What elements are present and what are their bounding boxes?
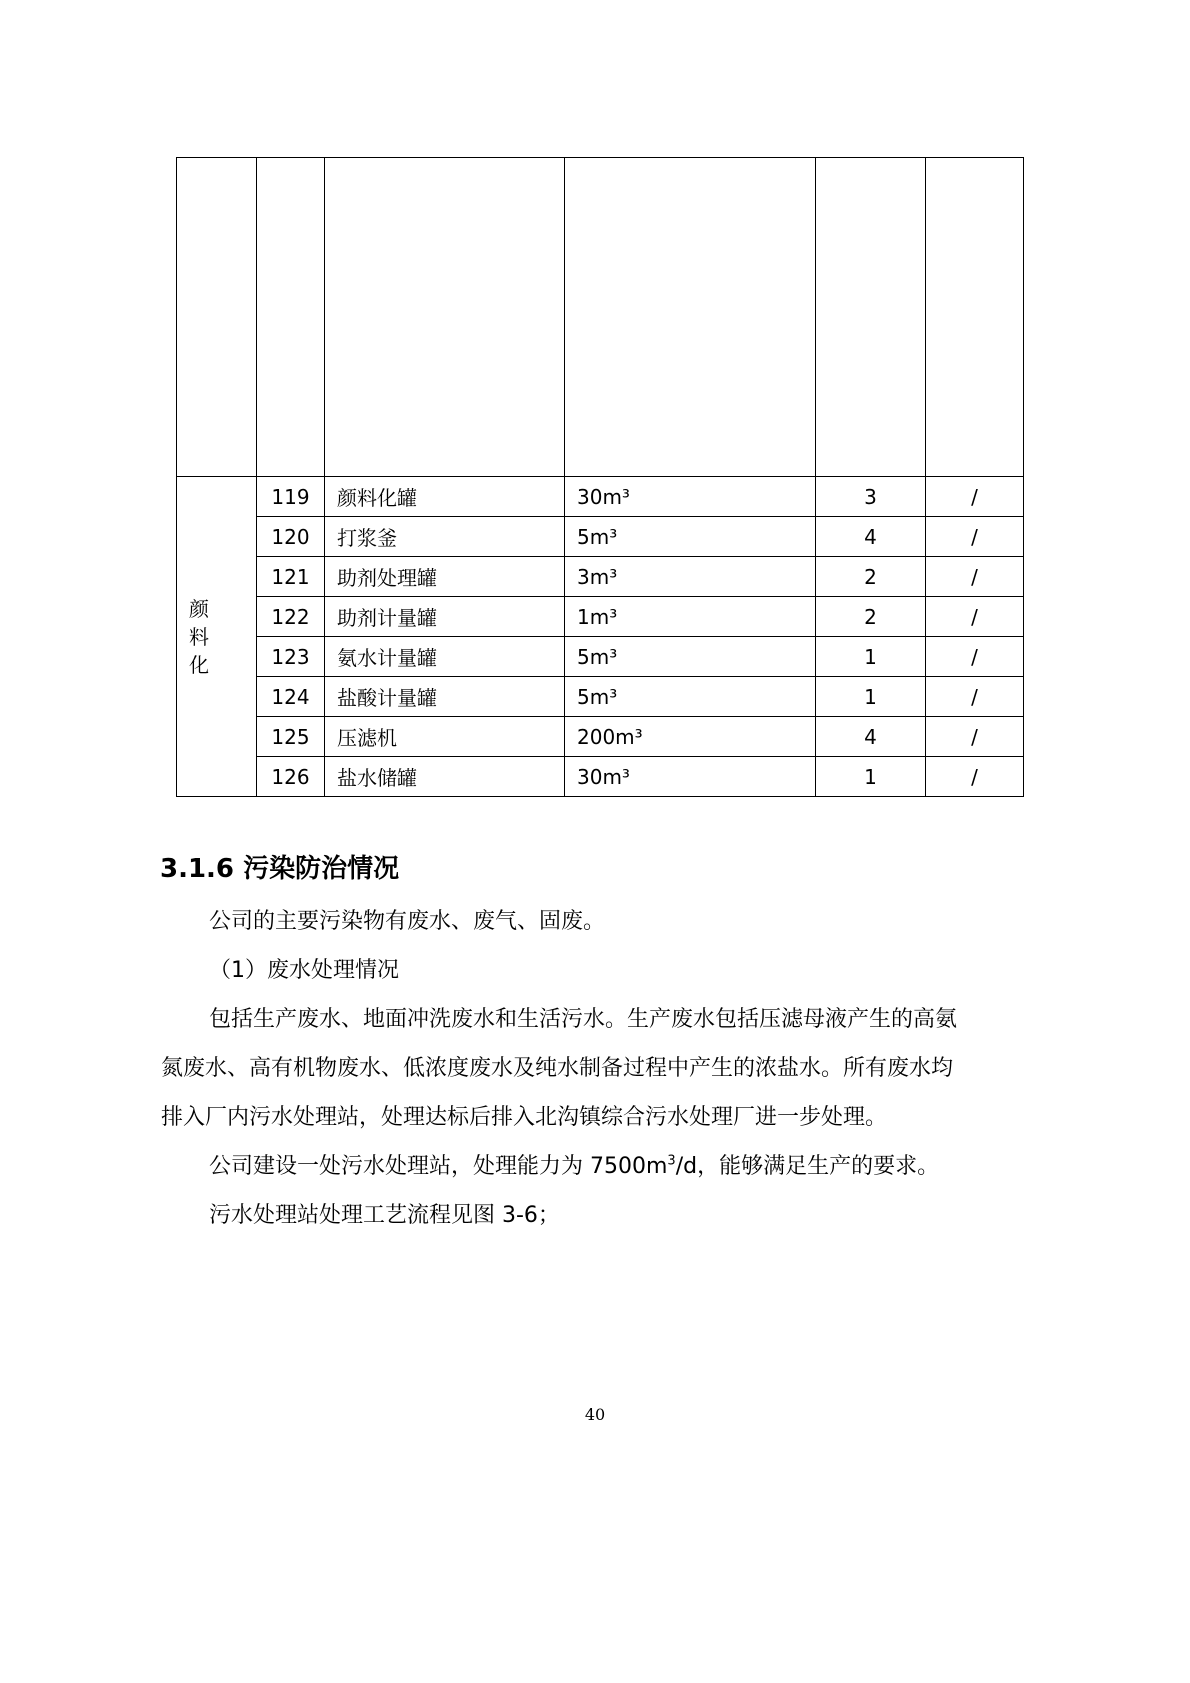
equipment-quantity: 3: [816, 477, 926, 517]
table-row: [177, 717, 1024, 757]
table-row: [177, 757, 1024, 797]
equipment-quantity: 1: [816, 757, 926, 797]
equipment-quantity: 1: [816, 637, 926, 677]
equipment-quantity: 4: [816, 517, 926, 557]
table-row: [177, 597, 1024, 637]
equipment-table: [176, 157, 1024, 797]
paragraph-wastewater-line-3: 排入厂内污水处理站，处理达标后排入北沟镇综合污水处理厂进一步处理。: [161, 1105, 888, 1130]
category-cell: [177, 477, 257, 797]
equipment-quantity: 2: [816, 597, 926, 637]
table-row: [177, 637, 1024, 677]
equipment-spec: 30m³: [565, 757, 816, 797]
equipment-name: 氨水计量罐: [325, 637, 565, 677]
paragraph-subheading-wastewater: （1）废水处理情况: [209, 958, 399, 983]
equipment-spec: 3m³: [565, 557, 816, 597]
equipment-spec: 30m³: [565, 477, 816, 517]
row-number: 120: [257, 517, 325, 557]
equipment-name: 盐水储罐: [325, 757, 565, 797]
paragraph-pollutants: 公司的主要污染物有废水、废气、固废。: [209, 909, 606, 934]
capacity-text-start: 公司建设一处污水处理站，处理能力为 7500m: [209, 1154, 668, 1179]
row-number: 125: [257, 717, 325, 757]
equipment-spec: 200m³: [565, 717, 816, 757]
row-number: 126: [257, 757, 325, 797]
page-number: 40: [584, 1405, 606, 1424]
equipment-name: 打浆釜: [325, 517, 565, 557]
row-number: 122: [257, 597, 325, 637]
row-number: 121: [257, 557, 325, 597]
row-number: 119: [257, 477, 325, 517]
capacity-text-end: /d，能够满足生产的要求。: [675, 1154, 940, 1179]
table-row-blank: [177, 158, 1024, 477]
table-row: [177, 477, 1024, 517]
equipment-spec: 1m³: [565, 597, 816, 637]
equipment-note: /: [926, 477, 1024, 517]
equipment-name: 助剂计量罐: [325, 597, 565, 637]
paragraph-process-flow-reference: 污水处理站处理工艺流程见图 3-6；: [209, 1203, 560, 1228]
equipment-name: 助剂处理罐: [325, 557, 565, 597]
capacity-superscript: 3: [667, 1153, 676, 1169]
equipment-spec: 5m³: [565, 637, 816, 677]
table-row: [177, 677, 1024, 717]
equipment-note: /: [926, 517, 1024, 557]
category-label: 颜 料化: [189, 596, 225, 677]
table-row: [177, 557, 1024, 597]
paragraph-wastewater-line-2: 氮废水、高有机物废水、低浓度废水及纯水制备过程中产生的浓盐水。所有废水均: [161, 1056, 954, 1081]
equipment-name: 压滤机: [325, 717, 565, 757]
equipment-name: 颜料化罐: [325, 477, 565, 517]
equipment-name: 盐酸计量罐: [325, 677, 565, 717]
equipment-note: /: [926, 597, 1024, 637]
equipment-quantity: 4: [816, 717, 926, 757]
paragraph-wastewater-line-1: 包括生产废水、地面冲洗废水和生活污水。生产废水包括压滤母液产生的高氨: [209, 1007, 958, 1032]
section-heading: 3.1.6 污染防治情况: [160, 854, 400, 884]
equipment-note: /: [926, 677, 1024, 717]
table-row: [177, 517, 1024, 557]
equipment-note: /: [926, 557, 1024, 597]
row-number: 124: [257, 677, 325, 717]
row-number: 123: [257, 637, 325, 677]
equipment-note: /: [926, 637, 1024, 677]
equipment-quantity: 1: [816, 677, 926, 717]
equipment-spec: 5m³: [565, 517, 816, 557]
equipment-note: /: [926, 757, 1024, 797]
paragraph-treatment-capacity: [209, 1149, 939, 1180]
equipment-spec: 5m³: [565, 677, 816, 717]
equipment-note: /: [926, 717, 1024, 757]
equipment-quantity: 2: [816, 557, 926, 597]
